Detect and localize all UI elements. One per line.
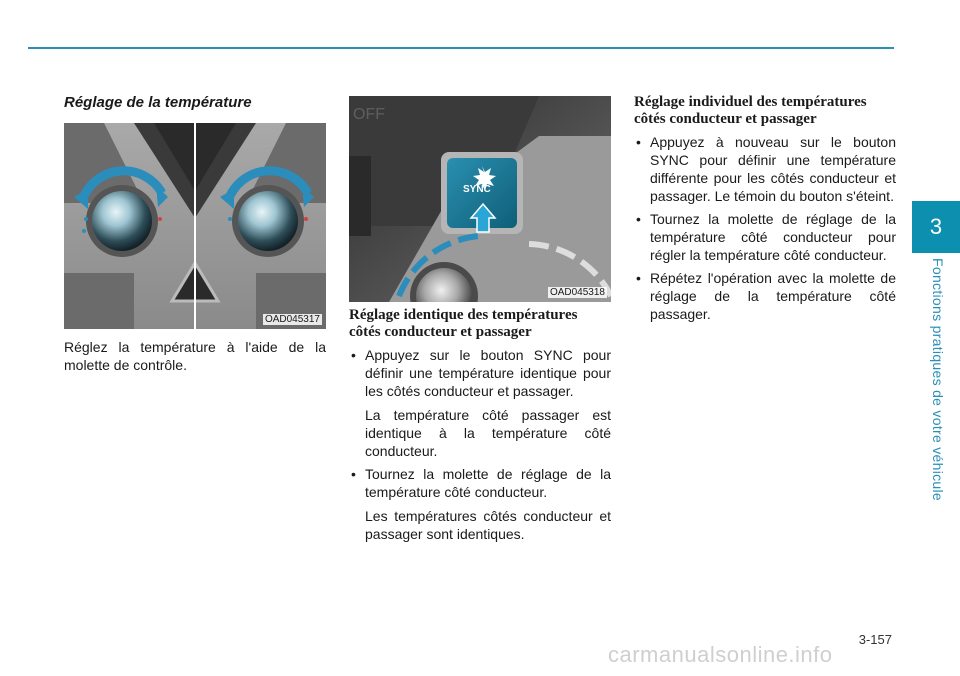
- watermark: carmanualsonline.info: [608, 642, 833, 667]
- bullet-text: Tournez la molette de réglage de la température côté conducteur.: [365, 466, 611, 500]
- list-item: • Répétez l'opération avec la molette de réglage de la température côté passager.: [634, 269, 896, 323]
- chapter-number: 3: [929, 214, 943, 239]
- bullet-subtext: Les températures côtés conducteur et passager sont identiques.: [365, 508, 611, 542]
- list-item: [349, 465, 611, 543]
- dual-knob-illustration: [64, 123, 326, 329]
- section-heading-temperature: Réglage de la température: [64, 94, 252, 111]
- column-1: [64, 94, 326, 111]
- sync-illustration: [349, 96, 611, 302]
- figure-caption: OAD045318: [549, 287, 605, 298]
- chapter-title: Fonctions pratiques de votre véhicule: [930, 258, 946, 502]
- off-label: OFF: [353, 106, 385, 123]
- list-item: • Appuyez à nouveau sur le bouton SYNC pour définir une température différente pour les côtés conducteur et passager. Le témoin du bouton s'éteint.: [634, 133, 896, 205]
- header-rule: [28, 47, 894, 49]
- column-2: [349, 307, 611, 543]
- page-number: 3-157: [858, 632, 892, 647]
- list-item: [349, 346, 611, 460]
- individual-bullet-list: [634, 133, 896, 323]
- figure-caption: OAD045317: [264, 314, 320, 325]
- bullet-text: Appuyez sur le bouton SYNC pour définir une température identique pour les côtés conducteur et passager.: [365, 347, 611, 399]
- chapter-tab: [912, 201, 960, 253]
- sync-bullet-list: [349, 346, 611, 543]
- sync-label: SYNC: [463, 184, 491, 195]
- section-heading-individual: Réglage individuel des températures côtés conducteur et passager: [634, 94, 867, 127]
- section-heading-sync: Réglage identique des températures côtés conducteur et passager: [349, 307, 578, 340]
- bullet-subtext: La température côté passager est identique à la température côté conducteur.: [365, 407, 611, 459]
- list-item: • Tournez la molette de réglage de la température côté conducteur pour régler la température côté conducteur.: [634, 210, 896, 264]
- figure-sync-button: [349, 96, 611, 302]
- figure-dual-knobs: [64, 123, 326, 329]
- temperature-paragraph: Réglez la température à l'aide de la molette de contrôle.: [64, 339, 326, 373]
- column-3: [634, 94, 896, 323]
